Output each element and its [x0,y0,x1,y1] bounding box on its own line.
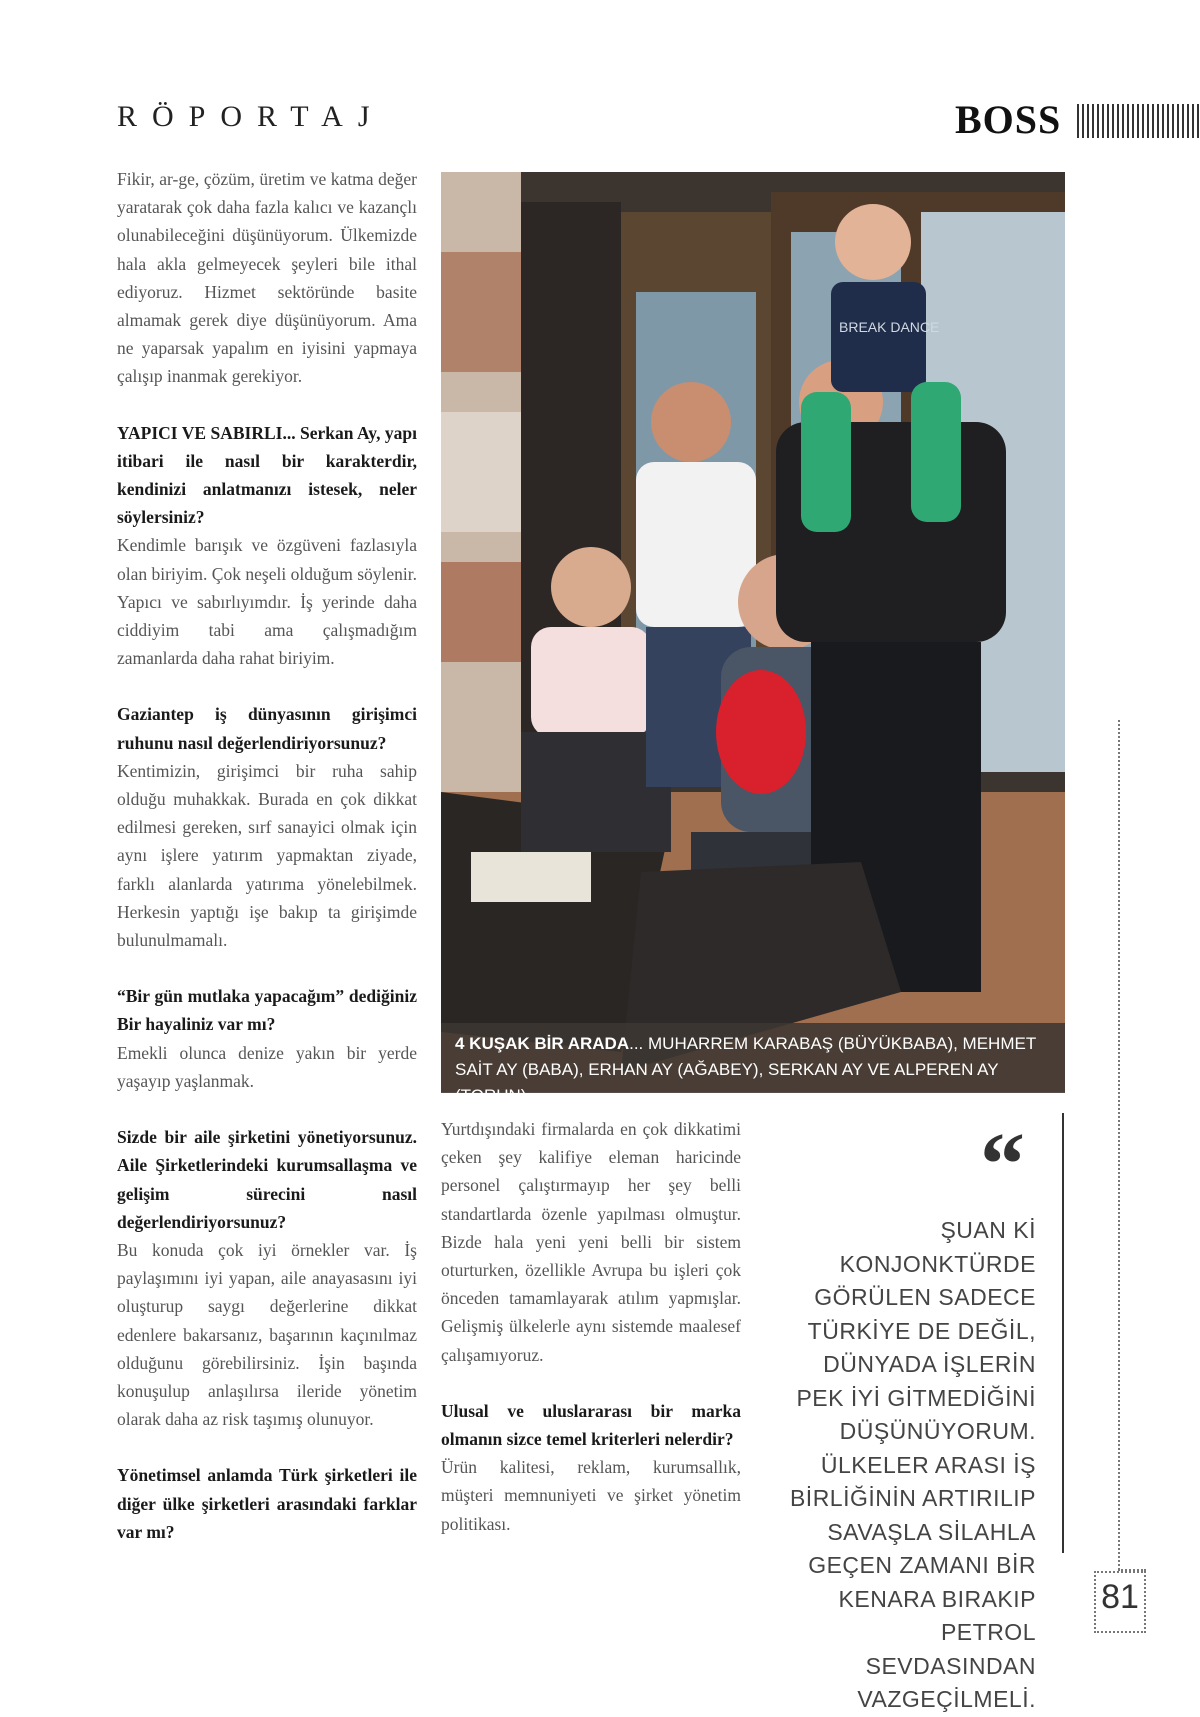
interview-question: Sizde bir aile şirketini yönetiyorsunuz. Aile Şirketlerindeki kurumsallaşma ve gelişim sürecini nasıl değerlendiriyorsunuz? [117,1127,417,1232]
pull-quote: ŞUAN Kİ KONJONKTÜRDE GÖRÜLEN SADECE TÜRKİYE DE DEĞİL, DÜNYADA İŞLERİN PEK İYİ GİTMEDİĞİNİ DÜŞÜNÜYORUM. ÜLKELER ARASI İŞ BİRLİĞİNİN ARTIRILIP SAVAŞLA SİLAHLA GEÇEN ZAMANI BİR KENARA BIRAKIP PETROL SEVDASINDAN VAZGEÇİLMELİ. [789,1217,1036,1712]
barcode-decoration [1077,104,1200,138]
interview-answer: Emekli olunca denize yakın bir yerde yaşayıp yaşlanmak. [117,1042,417,1091]
interview-answer: Bu konuda çok iyi örnekler var. İş paylaşımını iyi yapan, aile anayasasını iyi oluşturup saygı değerlerine dikkat edenlere bakarsanız, başarının kaçınılmaz olduğunu görebilirsiniz. İşin başında konuşulup anlaşılırsa ileride yönetim olarak daha az risk taşımış olunuyor. [117,1239,417,1430]
interview-question: Gaziantep iş dünyasının girişimci ruhunu nasıl değerlendiriyorsunuz? [117,704,417,753]
quote-divider [1062,1113,1064,1553]
family-photo [441,172,1065,1092]
photo-caption [441,1023,1065,1105]
page-number: 81 [1101,1578,1139,1616]
interview-answer: Fikir, ar-ge, çözüm, üretim ve katma değer yaratarak çok daha fazla kalıcı ve kazançlı olunabileceğini düşünüyorum. Ülkemizde hala akla gelmeyecek şeyleri bile ithal ediyoruz. Hizmet sektöründe basite almamak gerek diye düşünüyorum. Ama ne yaparsak yapalım en iyisini yapmaya çalışıp inanmak gerekiyor. [117,169,417,387]
article-column-middle [441,1115,741,1566]
brand-logo: BOSS [955,97,1062,142]
quote-mark-icon: “ [980,1115,1025,1214]
interview-question: “Bir gün mutlaka yapacağım” dediğiniz Bir hayaliniz var mı? [117,986,417,1035]
interview-question: Ulusal ve uluslararası bir marka olmanın sizce temel kriterleri nelerdir? [441,1400,741,1450]
interview-answer: Kendimle barışık ve özgüveni fazlasıyla olan biriyim. Çok neşeli olduğum söylenir. Yapıcı ve sabırlıyımdır. İş yerinde daha ciddiyim tabi ama çalışmadığım zamanlarda daha rahat biriyim. [117,535,417,669]
family-photo-illustration [441,172,1065,1092]
dotted-guide-line [1118,720,1120,1570]
interview-question: YAPICI VE SABIRLI... Serkan Ay, yapı itibari ile nasıl bir karakterdir, kendinizi anlatmanızı istesek, neler söylersiniz? [117,422,417,528]
shirt-print-text: BREAK DANCE [839,319,940,335]
interview-answer: Kentimizin, girişimci bir ruha sahip olduğu muhakkak. Burada en çok dikkat edilmesi gereken, sırf sanayici olmak için aynı işlere yatırım yapmaktan ziyade, farklı alanlarda yatırıma yönelebilmek. Herkesin yaptığı işe bakıp ta girişimde bulunulmamalı. [117,760,417,951]
photo-caption-bold: 4 KUŞAK BİR ARADA [455,1034,630,1053]
interview-answer: Yurtdışındaki firmalarda en çok dikkatimi çeken şey kalifiye eleman haricinde personel çalıştırmayıp her şey belli standartlarda özenle yapılması olmuştur. Bizde hala yeni yeni belli bir sistem oturturken, özellikle Avrupa bu işleri çok önceden tamamlayarak atılım yapmışlar. Gelişmiş ülkelerle aynı sistemde maalesef çalışamıyoruz. [441,1119,741,1365]
interview-question: Yönetimsel anlamda Türk şirketleri ile diğer ülke şirketleri arasındaki farklar var mı? [117,1465,417,1542]
photo-caption-text: ... MUHARREM KARABAŞ (BÜYÜKBABA), MEHMET SAİT AY (BABA), ERHAN AY (AĞABEY), SERKAN AY VE ALPEREN AY (TORUN) [455,1034,1036,1105]
article-column-left [117,165,417,1574]
interview-answer: Ürün kalitesi, reklam, kurumsallık, müşteri memnuniyeti ve şirket yönetim politikası. [441,1457,741,1534]
section-title: RÖPORTAJ [117,100,385,133]
